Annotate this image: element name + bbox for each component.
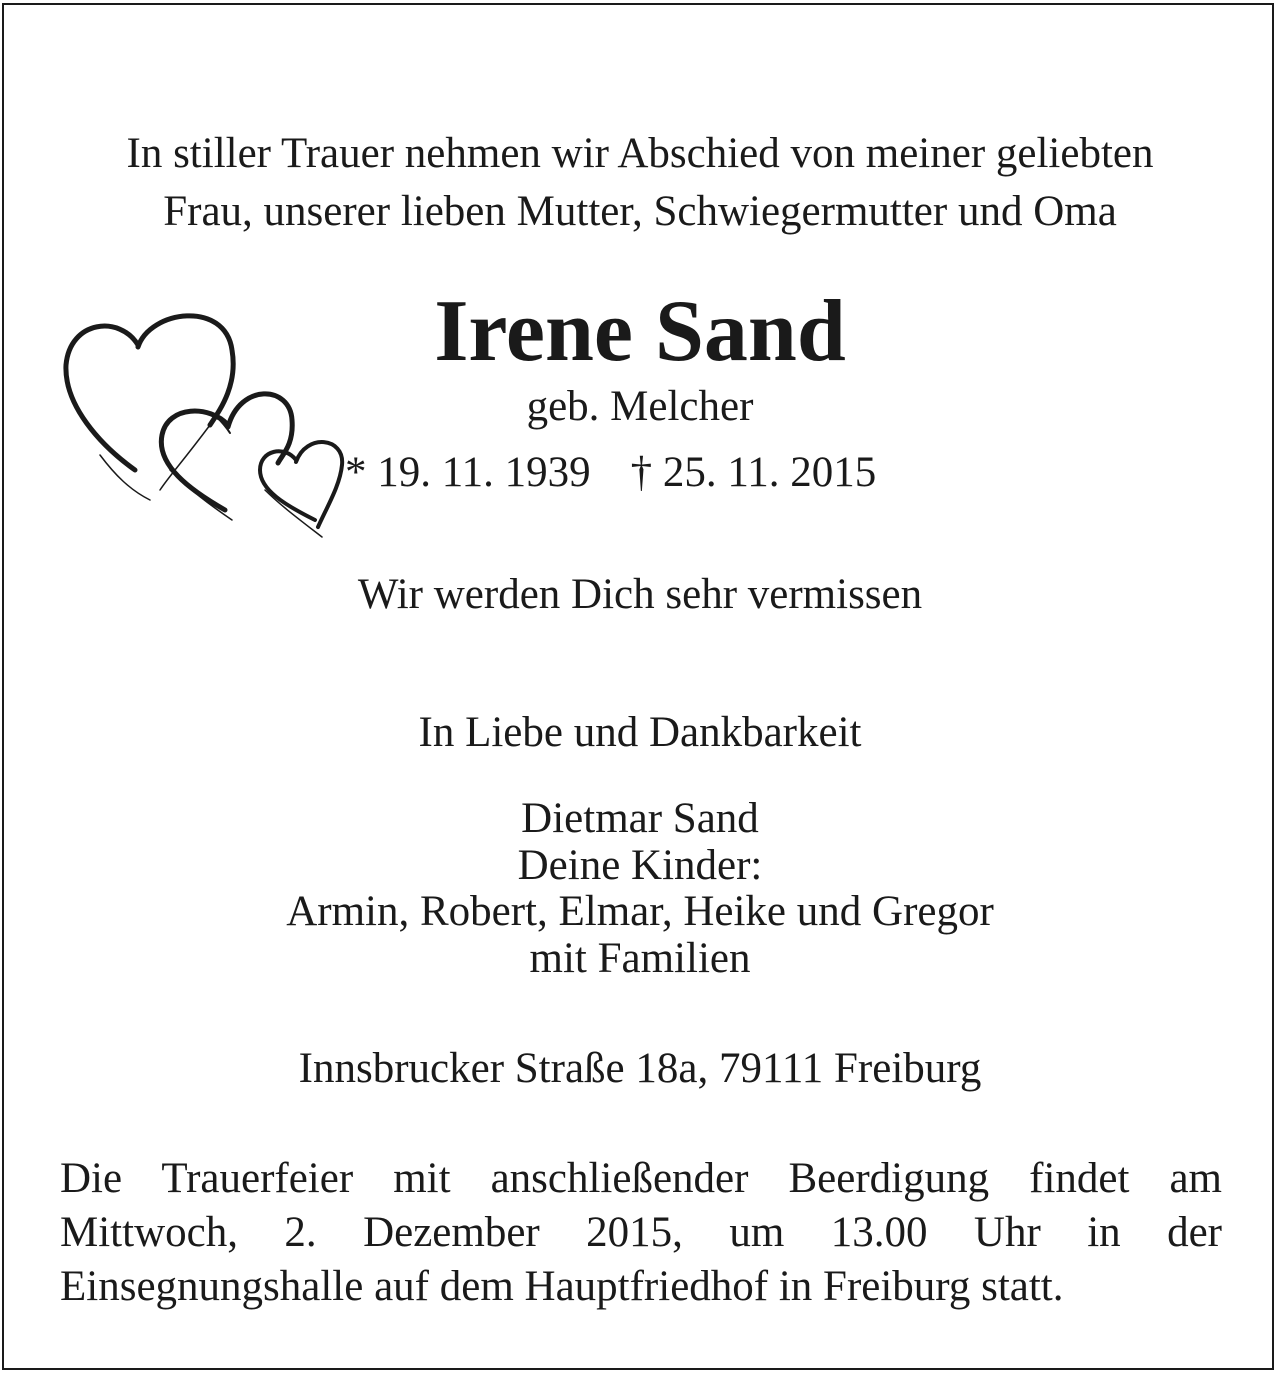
- family-line: Armin, Robert, Elmar, Heike und Gregor: [286, 888, 994, 935]
- birth-date: * 19. 11. 1939: [345, 449, 591, 496]
- family-line: Dietmar Sand: [521, 795, 759, 842]
- intro-line-1: In stiller Trauer nehmen wir Abschied von meiner geliebten: [126, 130, 1154, 177]
- address: Innsbrucker Straße 18a, 79111 Freiburg: [298, 1045, 982, 1092]
- maiden-name: geb. Melcher: [526, 383, 754, 430]
- service-line-3: Einsegnungshalle auf dem Hauptfriedhof in Freiburg statt.: [60, 1263, 1064, 1310]
- service-announcement: [60, 1152, 1222, 1314]
- family-line: Deine Kinder:: [517, 842, 763, 889]
- service-line-2: Mittwoch, 2. Dezember 2015, um 13.00 Uhr in der: [60, 1209, 1222, 1256]
- deceased-name: Irene Sand: [434, 283, 846, 380]
- closing-phrase: In Liebe und Dankbarkeit: [418, 709, 862, 756]
- service-line-1: Die Trauerfeier mit anschließender Beerdigung findet am: [60, 1155, 1222, 1202]
- death-date: † 25. 11. 2015: [630, 449, 877, 496]
- intro-line-2: Frau, unserer lieben Mutter, Schwiegermutter und Oma: [163, 188, 1117, 235]
- life-dates: [345, 447, 945, 499]
- farewell-message: Wir werden Dich sehr vermissen: [357, 571, 923, 618]
- family-line: mit Familien: [529, 935, 751, 982]
